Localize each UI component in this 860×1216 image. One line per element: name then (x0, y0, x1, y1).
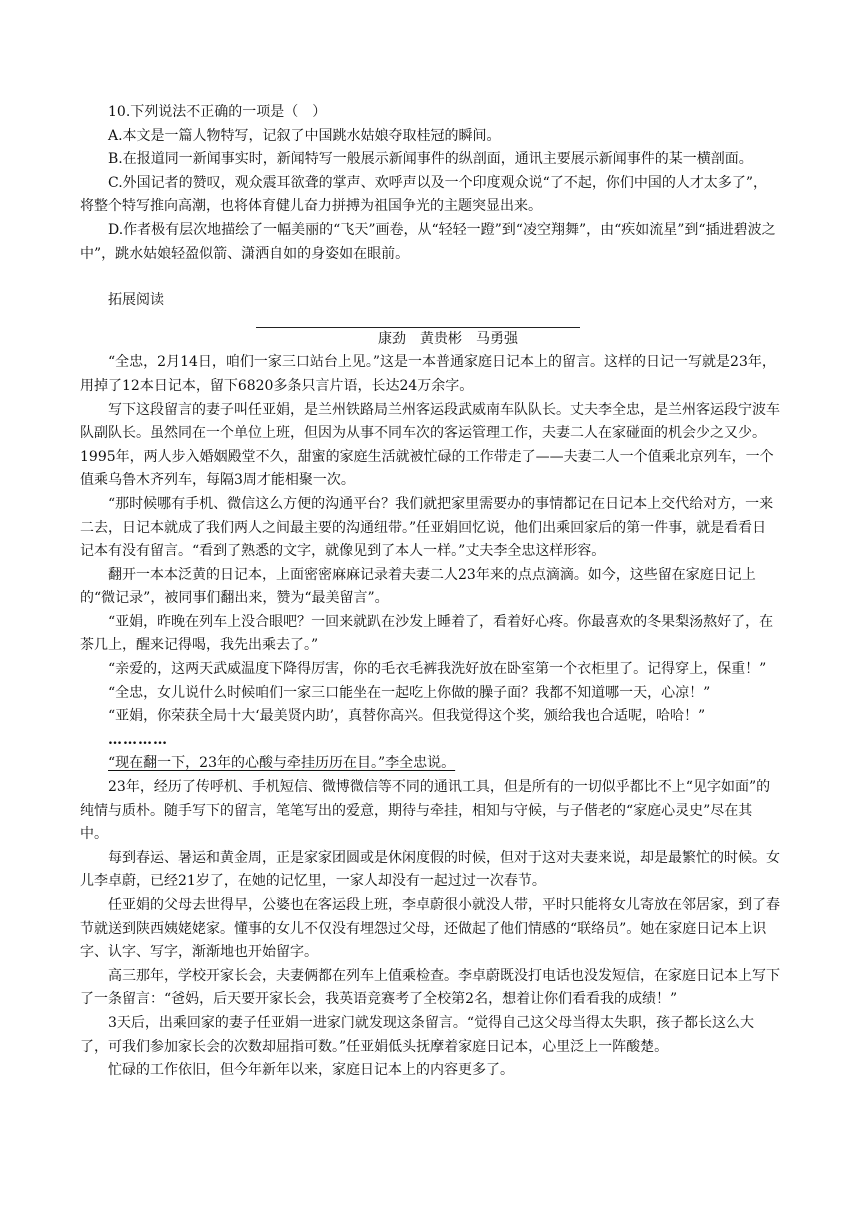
underlined-sentence: “现在翻一下，23年的心酸与牵挂历历在目。”李全忠说。 (108, 755, 456, 772)
option-a: A.本文是一篇人物特写，记叙了中国跳水姑娘夺取桂冠的瞬间。 (108, 127, 501, 144)
quote-paragraph: “亲爱的，这两天武威温度下降得厉害，你的毛衣毛裤我洗好放在卧室第一个衣柜里了。记得穿上，保重！” (108, 661, 767, 678)
document-body (80, 101, 780, 1083)
paragraph: 3天后，出乘回家的妻子任亚娟一进家门就发现这条留言。“觉得自己这父母当得太失职，孩子都长这么大了，可我们参加家长会的次数却屈指可数。”任亚娟低头抚摩着家庭日记本，心里泛上一阵酸楚。 (80, 1014, 755, 1055)
paragraph: 23年，经历了传呼机、手机短信、微博微信等不同的通讯工具，但是所有的一切似乎都比不上“见字如面”的纯情与质朴。随手写下的留言，笔笔写出的爱意，期待与牵挂，相知与守候，与子偕老的“家庭心灵史”尽在其中。 (80, 779, 771, 843)
paragraph: 高三那年，学校开家长会，夫妻俩都在列车上值乘检查。李卓蔚既没打电话也没发短信，在家庭日记本上写下了一条留言：“爸妈，后天要开家长会，我英语竞赛考了全校第2名，想着让你们看看我的成绩！” (80, 967, 780, 1008)
quote-paragraph: “亚娟，你荣获全局十大‘最美贤内助’，真替你高兴。但我觉得这个奖，颁给我也合适呢，哈哈！” (108, 708, 706, 725)
quote-paragraph: “全忠，女儿说什么时候咱们一家三口能坐在一起吃上你做的臊子面？我都不知道哪一天，心凉！” (108, 684, 711, 701)
paragraph: 忙碌的工作依旧，但今年新年以来，家庭日记本上的内容更多了。 (108, 1062, 514, 1079)
paragraph: 每到春运、暑运和黄金周，正是家家团圆或是休闲度假的时候，但对于这对夫妻来说，却是最繁忙的时候。女儿李卓蔚，已经21岁了，在她的记忆里，一家人却没有一起过过一次春节。 (80, 849, 780, 890)
question-stem: 10.下列说法不正确的一项是（ ） (108, 104, 327, 120)
option-b: B.在报道同一新闻事实时，新闻特写一般展示新闻事件的纵剖面，通讯主要展示新闻事件的某一横剖面。 (108, 151, 753, 168)
option-d: D.作者极有层次地描绘了一幅美丽的“飞天”画卷，从“轻轻一蹬”到“凌空翔舞”，由“疾如流星”到“插进碧波之中”，跳水姑娘轻盈似箭、潇洒自如的身姿如在眼前。 (80, 221, 776, 262)
paragraph: “那时候哪有手机、微信这么方便的沟通平台？我们就把家里需要办的事情都记在日记本上交代给对方，一来二去，日记本就成了我们两人之间最主要的沟通纽带。”任亚娟回忆说，他们出乘回家后的第一件事，就是看看日记本有没有留言。“看到了熟悉的文字，就像见到了本人一样。”丈夫李全忠这样形容。 (80, 495, 774, 560)
section-title: 拓展阅读 (108, 292, 164, 309)
quote-paragraph: “亚娟，昨晚在列车上没合眼吧？一回来就趴在沙发上睡着了，看着好心疼。你最喜欢的冬果梨汤熬好了，在茶几上，醒来记得喝，我先出乘去了。” (80, 613, 774, 654)
underlined-paragraph (80, 752, 780, 776)
paragraph: 写下这段留言的妻子叫任亚娟，是兰州铁路局兰州客运段武威南车队队长。丈夫李全忠，是兰州客运段宁波车队副队长。虽然同在一个单位上班，但因为从事不同车次的客运管理工作，夫妻二人在家碰面的机会少之又少。1995年，两人步入婚姻殿堂不久，甜蜜的家庭生活就被忙碌的工作带走了——夫妻二人一个值乘北京列车，一个值乘乌鲁木齐列车，每隔3周才能相聚一次。 (80, 401, 780, 489)
ellipsis-line: ………… (108, 731, 168, 748)
paragraph: 翻开一本本泛黄的日记本，上面密密麻麻记录着夫妻二人23年来的点点滴滴。如今，这些留在家庭日记上的“微记录”，被同事们翻出来，赞为“最美留言”。 (80, 566, 756, 607)
option-c: C.外国记者的赞叹，观众震耳欲聋的掌声、欢呼声以及一个印度观众说“了不起，你们中国的人才太多了”，将整个特写推向高潮，也将体育健儿奋力拼搏为祖国争光的主题突显出来。 (80, 174, 767, 215)
article-authors: 康劲 黄贵彬 马勇强 (378, 330, 518, 347)
paragraph: “全忠，2月14日，咱们一家三口站台上见。”这是一本普通家庭日记本上的留言。这样的日记一写就是23年，用掉了12本日记本，留下6820多条只言片语，长达24万余字。 (80, 354, 776, 394)
paragraph: 任亚娟的父母去世得早，公婆也在客运段上班，李卓蔚很小就没人带，平时只能将女儿寄放在邻居家，到了春节就送到陕西姨姥姥家。懂事的女儿不仅没有埋怨过父母，还做起了他们情感的“联络员”。她在家庭日记本上识字、认字、写字，渐渐地也开始留字。 (80, 897, 780, 961)
